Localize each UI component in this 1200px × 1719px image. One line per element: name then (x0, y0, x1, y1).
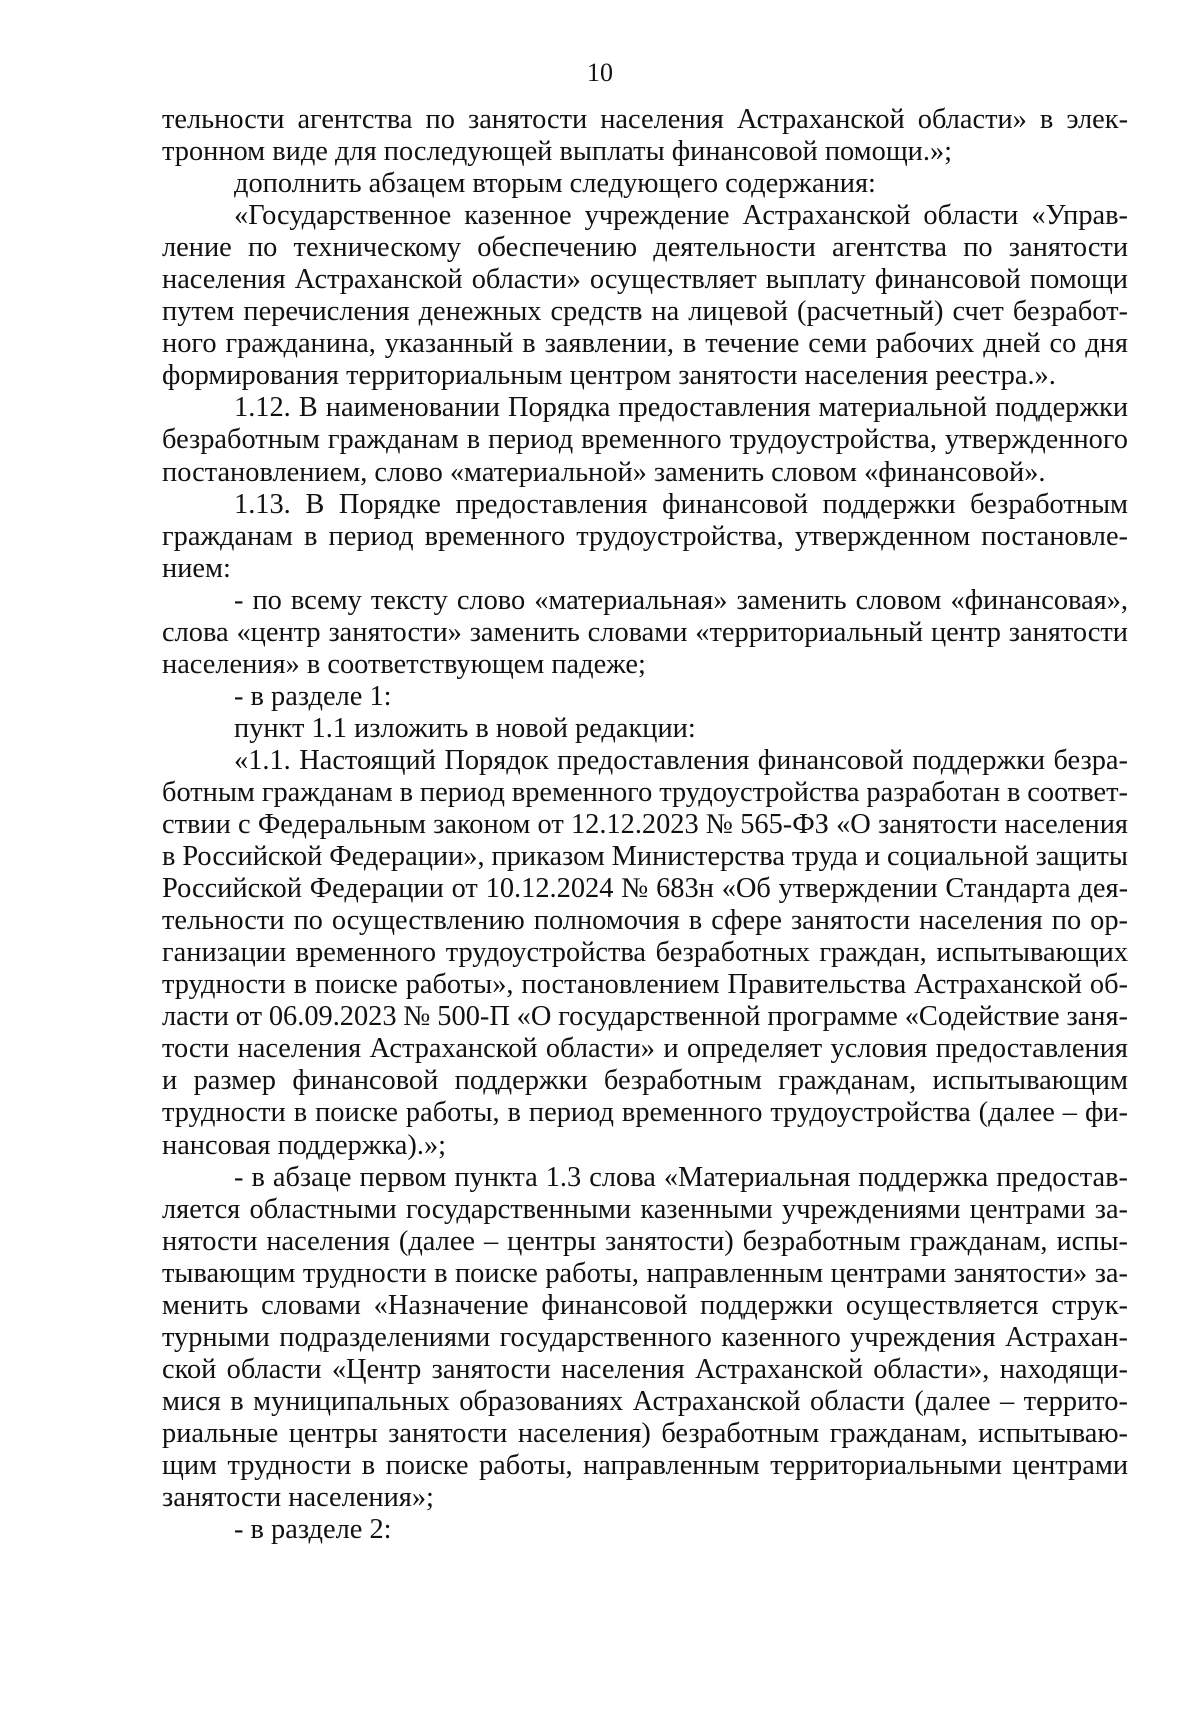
text-line: безработным гражданам в период временного трудоустройства, утвержденного (162, 424, 1128, 456)
paragraph (162, 489, 1128, 585)
paragraph (162, 681, 1128, 713)
text-line: нятости населения (далее – центры занятости) безработным гражданам, испы- (162, 1225, 1129, 1257)
text-line: - в разделе 1: (234, 680, 392, 712)
text-line: нансовая поддержка).»; (162, 1129, 447, 1161)
paragraph (162, 585, 1128, 681)
text-line: трудности в поиске работы, в период временного трудоустройства (далее – фи- (162, 1097, 1128, 1129)
paragraph (162, 1162, 1128, 1515)
text-line: тости населения Астраханской области» и определяет условия предоставления (162, 1033, 1128, 1065)
text-line: ботным гражданам в период временного трудоустройства разработан в соответ- (162, 776, 1128, 808)
text-line: ление по техническому обеспечению деятельности агентства по занятости (162, 232, 1129, 264)
text-line: населения Астраханской области» осуществляет выплату финансовой помощи (162, 264, 1129, 296)
text-line: гражданам в период временного трудоустройства, утвержденном постановле- (162, 520, 1128, 552)
paragraph (162, 104, 1128, 168)
paragraph (162, 713, 1128, 745)
text-line: дополнить абзацем вторым следующего содержания: (234, 168, 876, 200)
text-line: 1.12. В наименовании Порядка предоставления материальной поддержки (234, 392, 1129, 424)
text-line: тельности по осуществлению полномочия в сфере занятости населения по ор- (162, 905, 1128, 937)
text-line: постановлением, слово «материальной» заменить словом «финансовой». (162, 456, 1046, 488)
text-line: - в разделе 2: (234, 1514, 392, 1546)
paragraph (162, 200, 1128, 392)
text-line: «1.1. Настоящий Порядок предоставления финансовой поддержки безра- (234, 744, 1128, 776)
text-line: формирования территориальным центром занятости населения реестра.». (162, 360, 1056, 392)
text-line: ганизации временного трудоустройства безработных граждан, испытывающих (162, 937, 1129, 969)
text-line: в Российской Федерации», приказом Министерства труда и социальной защиты (162, 841, 1128, 873)
text-line: риальные центры занятости населения) безработным гражданам, испытываю- (162, 1417, 1128, 1449)
text-line: тронном виде для последующей выплаты финансовой помощи.»; (162, 136, 953, 168)
text-line: путем перечисления денежных средств на лицевой (расчетный) счет безработ- (162, 296, 1128, 328)
text-line: менить словами «Назначение финансовой поддержки осуществляется струк- (162, 1289, 1128, 1321)
text-line: ляется областными государственными казенными учреждениями центрами за- (162, 1193, 1129, 1225)
text-line: слова «центр занятости» заменить словами «территориальный центр занятости (162, 616, 1128, 648)
text-line: и размер финансовой поддержки безработным гражданам, испытывающим (162, 1065, 1128, 1097)
text-line: - в абзаце первом пункта 1.3 слова «Материальная поддержка предостав- (234, 1161, 1128, 1193)
paragraph (162, 168, 1128, 200)
text-line: Российской Федерации от 10.12.2024 № 683н «Об утверждении Стандарта дея- (162, 873, 1129, 905)
text-line: населения» в соответствующем падеже; (162, 648, 646, 680)
text-line: трудности в поиске работы», постановлением Правительства Астраханской об- (162, 969, 1128, 1001)
text-line: нием: (162, 552, 231, 584)
text-line: занятости населения»; (162, 1482, 434, 1514)
text-line: тельности агентства по занятости населения Астраханской области» в элек- (162, 104, 1129, 135)
page-number: 10 (587, 58, 613, 87)
text-line: пункт 1.1 изложить в новой редакции: (234, 712, 696, 744)
text-line: турными подразделениями государственного казенного учреждения Астрахан- (162, 1321, 1128, 1353)
text-line: - по всему тексту слово «материальная» заменить словом «финансовая», (234, 584, 1129, 616)
text-line: ного гражданина, указанный в заявлении, в течение семи рабочих дней со дня (162, 328, 1128, 360)
paragraph (162, 392, 1128, 488)
document-body (162, 104, 1128, 1546)
text-line: щим трудности в поиске работы, направленным территориальными центрами (162, 1449, 1129, 1481)
text-line: мися в муниципальных образованиях Астраханской области (далее – террито- (162, 1385, 1128, 1417)
paragraph (162, 745, 1128, 1162)
text-line: ласти от 06.09.2023 № 500-П «О государственной программе «Содействие заня- (162, 1001, 1128, 1033)
text-line: 1.13. В Порядке предоставления финансовой поддержки безработным (234, 488, 1129, 520)
text-line: ской области «Центр занятости населения Астраханской области», находящи- (162, 1353, 1128, 1385)
text-line: тывающим трудности в поиске работы, направленным центрами занятости» за- (162, 1257, 1128, 1289)
paragraph (162, 1514, 1128, 1546)
text-line: ствии с Федеральным законом от 12.12.2023 № 565-ФЗ «О занятости населения (162, 809, 1128, 841)
text-line: «Государственное казенное учреждение Астраханской области «Управ- (234, 200, 1128, 232)
